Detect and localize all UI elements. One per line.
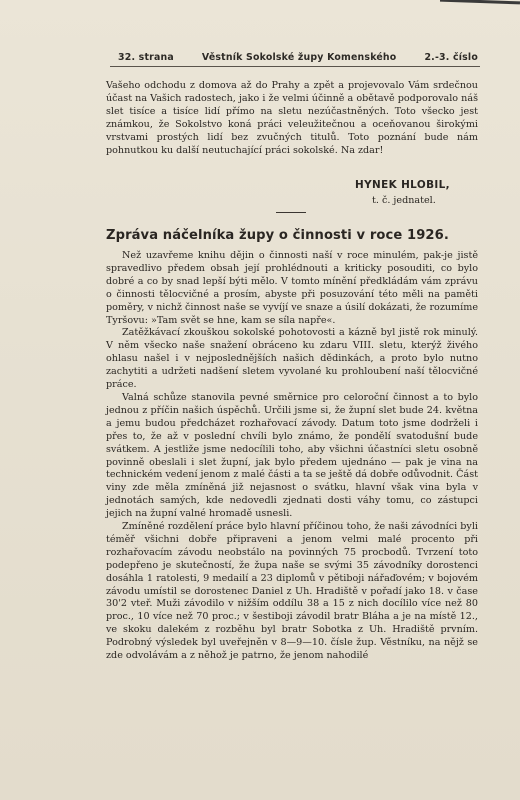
running-header [118,52,478,63]
scan-edge-mark [440,0,520,4]
journal-title: Věstník Sokolské župy Komenského [201,52,397,63]
paragraph: Zatěžkávací zkouškou sokolské pohotovosti a kázně byl jistě rok minulý. V něm všecko naše snažení obráceno ku zdaru VIII. sletu, kterýž živého ohlasu našel i v nejposlednějších našich dědinkách, a proto bylo nutno zachytiti a udržeti nadšení sletem vyvolané ku prohloubení naší tělocvičné práce. [106,327,478,391]
paragraph: Zmíněné rozdělení práce bylo hlavní příčinou toho, že naši závodníci byli téměř všichni dobře připraveni a jenom velmi malé procento při rozhařovacím závodu neobstálo na povinných 75 procbodů. Tvrzení toto podepřeno je skutečností, že župa naše se svými 35 závodníky dorostenci dosáhla 1 ratolesti, 9 medailí a 23 diplomů v pětiboji nářaďovém; v bojovém závodu umístil se dorostenec Daniel z Uh. Hradiště v pořadí jako 18. v čase 30'2 vteř. Muži závodilo v nižším oddílu 38 a 15 z nich docílilo více než 80 proc., 10 více než 70 proc.; v šestiboji závodil bratr Bláha a je na místě 12., ve skoku dalekém z rozběhu byl bratr Sobotka z Uh. Hradiště prvním. Podrobný výsledek byl uveřejněn v 8—9—10. čísle žup. Věstníku, na nějž se zde odvolávám a z něhož je patrno, že jenom nahodilé [106,521,478,662]
section-divider [276,212,306,213]
section-title: Zpráva náčelníka župy o činnosti v roce 1926. [106,228,449,243]
signature-role: t. č. jednatel. [372,195,436,206]
report-body [106,250,478,663]
issue-number: 2.-3. číslo [424,52,478,63]
intro-paragraph: Vašeho odchodu z domova až do Prahy a zpět a projevovalo Vám srdečnou účast na Vašich radostech, jako i že velmi účinně a obětavě podporovalo náš slet tisíce a tisíce lidí přímo na sletu nezúčastněných. Toto všecko jest známkou, že Sokolstvo koná práci veleužitečnou a oceňovanou širokými vrstvami prostých lidí bez zvučných titulů. Toto poznání bude nám pohnutkou ku další neutuchající práci sokolské. Na zdar! [106,80,478,156]
signature-name: HYNEK HLOBIL, [355,179,451,191]
header-rule [110,66,480,67]
paragraph: Valná schůze stanovila pevné směrnice pro celoroční činnost a to bylo jednou z příčin našich úspěchů. Určili jsme si, že župní slet bude 24. května a jemu budou předcházet rozhařovací závody. Datum toto jsme dodrželi i přes to, že až v poslední chvíli bylo známo, že pondělí svatodušní bude svátkem. A jestliže jsme nedocílili toho, aby všichni účastníci sletu osobně povinně obeslali i slet župní, jak bylo předem ujednáno — pak je vina na technickém vedení jenom z malé části a ta se ještě dá dobře odůvodnit. Část viny zde měla zmíněná již nejasnost o svátku, hlavní však vina byla v jednotách samých, kde nedovedli zjednati dosti váhy tomu, co zástupci jejich na župní valné hromadě usnesli. [106,391,478,520]
page-number: 32. strana [118,52,174,63]
paragraph: Než uzavřeme knihu dějin o činnosti naší v roce minulém, pak-je jistě spravedlivo předem obsah její prohlédnouti a kriticky posouditi, co bylo dobré a co by snad lepší býti mělo. V tomto mínění předkládám vám zprávu o činnosti tělocvičné a prosím, abyste při posuzování této měli na paměti poměry, v nichž činnost naše se vyvíjí ve snaze a úsilí dokázati, že rozumíme Tyršovu: »Tam svět se hne, kam se síla napře«. [106,250,478,326]
